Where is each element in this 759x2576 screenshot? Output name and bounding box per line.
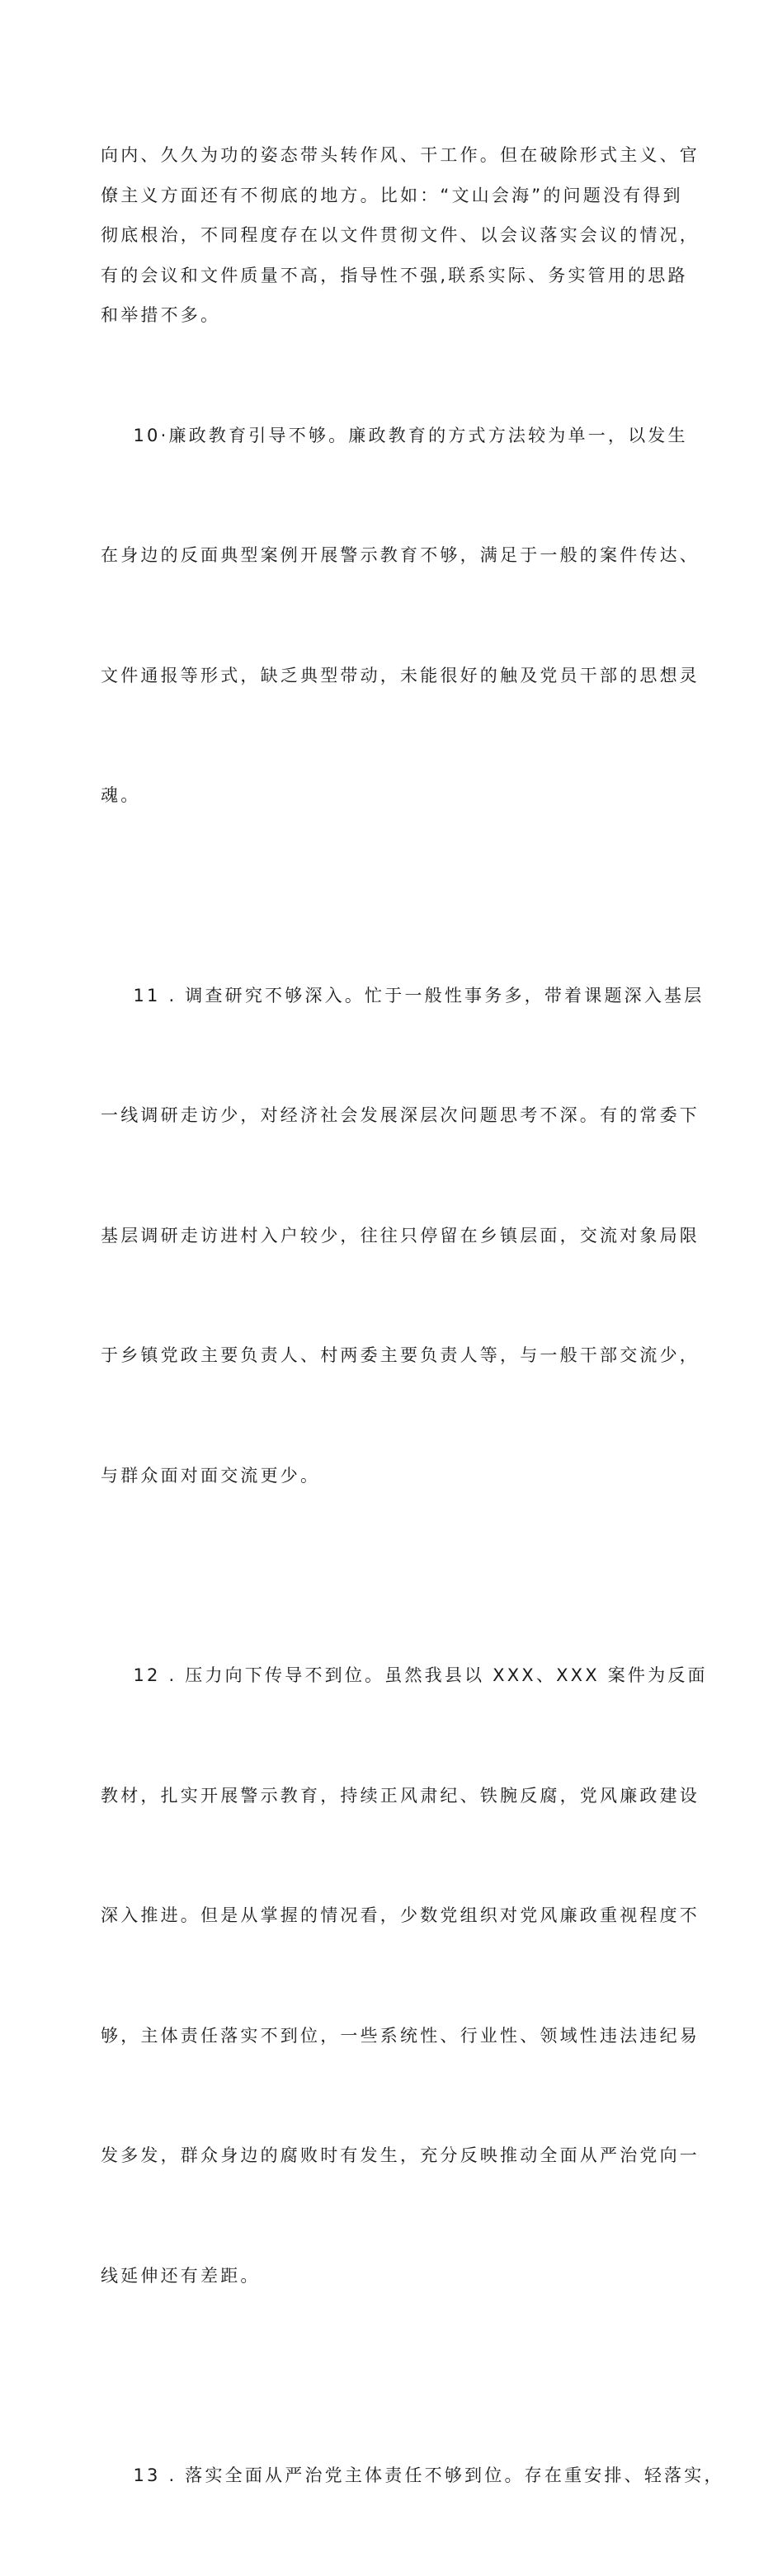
text-line: 有的会议和文件质量不高，指导性不强,联系实际、务实管用的思路 — [101, 265, 688, 285]
text-line: 基层调研走访进村入户较少，往往只停留在乡镇层面，交流对象局限 — [101, 1225, 700, 1246]
document-body — [101, 135, 724, 2576]
text-line: 12 . 压力向下传导不到位。虽然我县以 XXX、XXX 案件为反面 — [101, 1665, 708, 1685]
text-line: 于乡镇党政主要负责人、村两委主要负责人等，与一般干部交流少， — [101, 1345, 700, 1365]
paragraph-item-13 — [101, 2376, 724, 2576]
text-line: 向内、久久为功的姿态带头转作风、干工作。但在破除形式主义、官 — [101, 145, 700, 165]
paragraph-item-10 — [101, 336, 700, 896]
paragraph-item-11 — [101, 896, 705, 1576]
text-line: 11 . 调查研究不够深入。忙于一般性事务多，带着课题深入基层 — [101, 985, 705, 1005]
text-line: 僚主义方面还有不彻底的地方。比如：“文山会海”的问题没有得到 — [101, 185, 683, 205]
paragraph-item-12 — [101, 1575, 708, 2376]
text-line: 与群众面对面交流更少。 — [101, 1465, 321, 1486]
text-line: 和举措不多。 — [101, 305, 221, 325]
text-line: 线延伸还有差距。 — [101, 2265, 261, 2286]
text-line: 在身边的反面典型案例开展警示教育不够，满足于一般的案件传达、 — [101, 545, 700, 565]
text-line: 彻底根治，不同程度存在以文件贯彻文件、以会议落实会议的情况， — [101, 225, 700, 245]
text-line: 一线调研走访少，对经济社会发展深层次问题思考不深。有的常委下 — [101, 1105, 700, 1125]
text-line: 文件通报等形式，缺乏典型带动，未能很好的触及党员干部的思想灵 — [101, 665, 700, 685]
paragraph-continuation — [101, 135, 700, 336]
text-line: 13 . 落实全面从严治党主体责任不够到位。存在重安排、轻落实， — [101, 2465, 724, 2485]
text-line: 教材，扎实开展警示教育，持续正风肃纪、铁腕反腐，党风廉政建设 — [101, 1785, 700, 1806]
text-line: 10·廉政教育引导不够。廉政教育的方式方法较为单一，以发生 — [101, 425, 688, 445]
text-line: 够，主体责任落实不到位，一些系统性、行业性、领域性违法违纪易 — [101, 2025, 700, 2046]
text-line: 深入推进。但是从掌握的情况看，少数党组织对党风廉政重视程度不 — [101, 1905, 700, 1925]
text-line: 发多发，群众身边的腐败时有发生，充分反映推动全面从严治党向一 — [101, 2145, 700, 2165]
text-line: 魂。 — [101, 785, 141, 805]
